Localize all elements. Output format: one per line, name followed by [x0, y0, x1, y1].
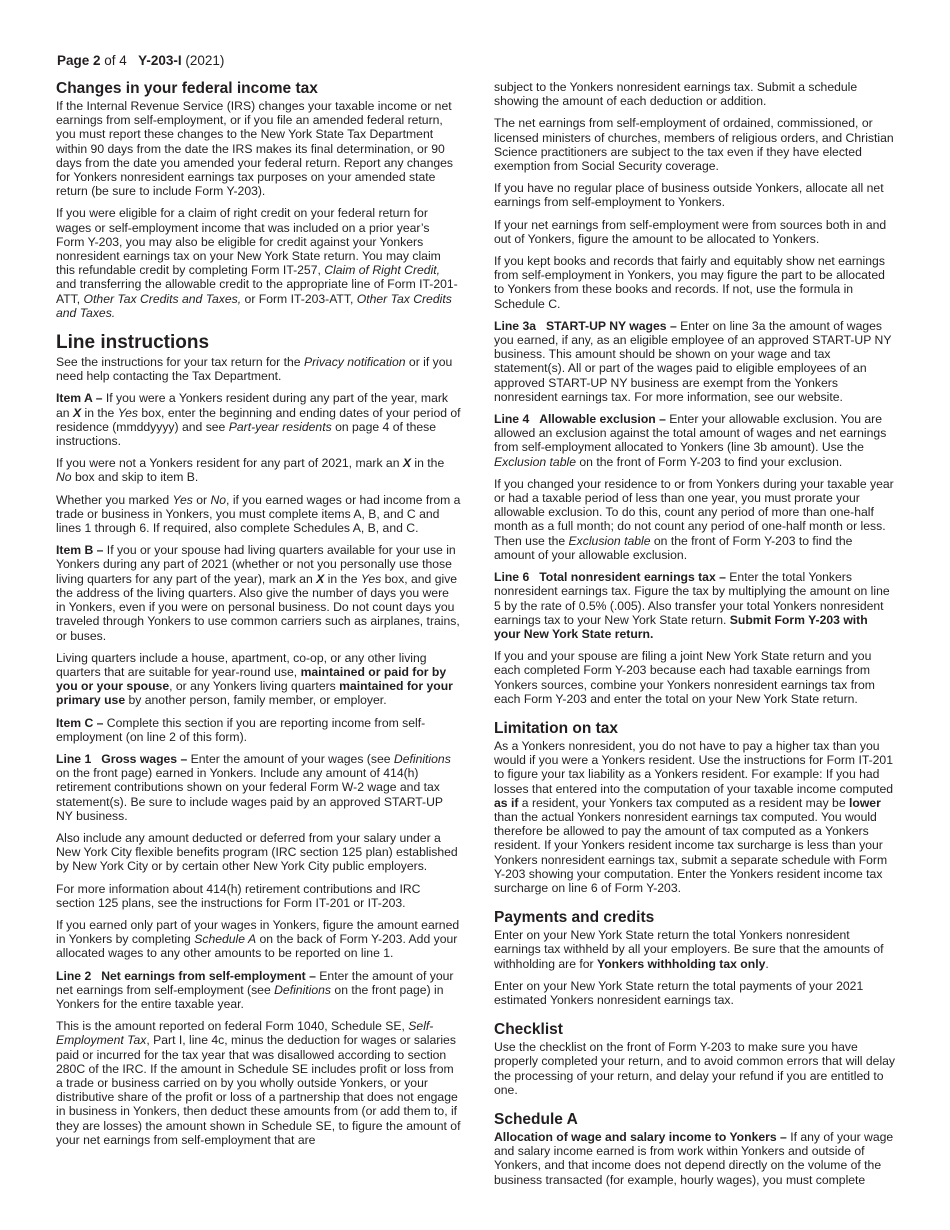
not-resident-paragraph: If you were not a Yonkers resident for any part of 2021, mark an X in the No box and skip to item B. — [56, 456, 445, 485]
checklist-heading: Checklist — [494, 1021, 563, 1039]
line-6-paragraph: Line 6 Total nonresident earnings tax – Enter the total Yonkers nonresident earnings tax. Figure the tax by multiplying the amount on line 5 by the rate of 0.5% (.005). Also transfer your total Yonkers nonresident earnings tax to your New York State return. Submit Form Y-203 with your New York State return. — [494, 570, 890, 641]
line-1-paragraph: Line 1 Gross wages – Enter the amount of your wages (see Definitions on the front page) earned in Yonkers. Include any amount of 414(h) retirement contributions shown on your federal Form W-2 wage and tax statement(s). Be sure to include wages paid by an approved START-UP NY business. — [56, 751, 451, 823]
whether-paragraph: Whether you marked Yes or No, if you earned wages or had income from a trade or business in Yonkers, you must complete items A, B, and C and lines 1 through 6. If required, also complete Schedules A, B, and C. — [56, 492, 461, 536]
prorate-paragraph: If you changed your residence to or from Yonkers during your taxable year or had a taxable period of less than one year, you must prorate your allowable exclusion. To do this, count any period of more than one-half month as a full month; do not count any period of one-half month or less. Then use the Exclusion table on the front of Form Y-203 to find the amount of your allowable exclusion. — [494, 476, 894, 562]
page-header — [57, 53, 224, 68]
more-info-paragraph: For more information about 414(h) retirement contributions and IRC section 125 plans, see the instructions for Form IT-201 or IT-203. — [56, 881, 421, 910]
schedule-a-paragraph: Allocation of wage and salary income to Yonkers – If any of your wage and salary income earned is from work within Yonkers and outside of Yonkers, and that income does not depend directly on the volume of the business transacted (for example, hourly wages), you must complete — [494, 1129, 894, 1187]
part-wages-paragraph: If you earned only part of your wages in Yonkers, figure the amount earned in Yonkers by completing Schedule A on the back of Form Y-203. Add your allocated wages to any other amounts to be reported on line 1. — [56, 917, 460, 961]
claim-of-right-paragraph: If you were eligible for a claim of right credit on your federal return for wages or self-employment income that was included on a prior year’s Form Y-203, you may also be eligible for credit against your Yonkers nonresident earnings tax on your New York State return. You may claim this refundable credit by completing Form IT-257, Claim of Right Credit, and transferring the allowable credit to the appropriate line of Form IT-201-ATT, Other Tax Credits and Taxes, or Form IT-203-ATT, Other Tax Credits and Taxes. — [56, 206, 458, 320]
schedule-se-paragraph: This is the amount reported on federal Form 1040, Schedule SE, Self-Employment Tax, Part I, line 4c, minus the deduction for wages or salaries paid or incurred for the tax year that was disallowed according to section 280C of the IRC. If the amount in Schedule SE includes profit or loss from a trade or business carried on by you wholly outside Yonkers, or your distributive share of the profit or loss of a partnership that does not engage in business in Yonkers, then deduct these amounts from (or add them to, if they are losses) the amount shown in Schedule SE, to figure the amount of your net earnings from self-employment that are — [56, 1019, 461, 1147]
payments-p1: Enter on your New York State return the total Yonkers nonresident earnings tax withheld by all your employers. Be sure that the amounts of withholding are for Yonkers withholding tax only. — [494, 928, 884, 971]
line-2-paragraph: Line 2 Net earnings from self-employment – Enter the amount of your net earnings from self-employment (see Definitions on the front page) in Yonkers for the entire taxable year. — [56, 968, 454, 1011]
line-4-paragraph: Line 4 Allowable exclusion – Enter your allowable exclusion. You are allowed an exclusion against the total amount of wages and net earnings from self-employment allocated to Yonkers (line 3b amount). Use the Exclusion table on the front of Form Y-203 to find your exclusion. — [494, 412, 887, 469]
checklist-paragraph: Use the checklist on the front of Form Y-203 to make sure you have properly completed your return, and to avoid common errors that will delay the processing of your return, and delay your refund if you are entitled to one. — [494, 1040, 896, 1097]
line-3a-paragraph: Line 3a START-UP NY wages – Enter on line 3a the amount of wages you earned, if any, as an eligible employee of an approved START-UP NY business. This amount should be shown on your wage and tax statement(s). All or part of the wages paid to eligible employees of an approved START-UP NY business are exempt from the Yonkers nonresident earnings tax. For more information, see our website. — [494, 318, 892, 404]
item-c-paragraph: Item C – Complete this section if you are reporting income from self-employment (on line 2 of this form). — [56, 715, 426, 744]
schedule-a-heading: Schedule A — [494, 1110, 578, 1128]
limitation-paragraph: As a Yonkers nonresident, you do not have to pay a higher tax than you would if you were a Yonkers resident. Use the instructions for Form IT-201 to figure your tax liability as a Yonkers resident. For example: If you had losses that entered into the computation of your taxable income computed as if a resident, your Yonkers tax computed as a resident may be lower than the actual Yonkers nonresident earnings tax computed. You would therefore be allowed to pay the amount of tax computed as a Yonkers resident. If your Yonkers resident income tax surcharge is less than your Yonkers nonresident earnings tax, submit a separate schedule with Form Y-203 showing your computation. Enter the Yonkers resident income tax surcharge on line 6 of Form Y-203. — [494, 738, 894, 895]
also-include-paragraph: Also include any amount deducted or deferred from your salary under a New York City flexible benefits program (IRC section 125 plan) established by New York City or by certain other New York City public employers. — [56, 830, 458, 874]
federal-changes-p1: If the Internal Revenue Service (IRS) changes your taxable income or net earnings from self-employment, or if you file an amended federal return, you must report these changes to the New York State Tax Department within 90 days from the date the IRS makes its final determination, or 90 days from the date you amended your federal return. Report any changes for Yonkers nonresident earnings tax purposes on your amended state return (be sure to include Form Y-203). — [56, 99, 454, 199]
continued-paragraph: subject to the Yonkers nonresident earnings tax. Submit a schedule showing the amount of each deduction or addition. — [494, 80, 858, 109]
item-b-paragraph: Item B – If you or your spouse had living quarters available for your use in Yonkers during any part of 2021 (whether or not you personally use those living quarters for any part of the year), mark an X in the Yes box, and give the address of the living quarters. Also give the number of days you were in Yonkers, even if you were on personal business. Do not count days you traveled through Yonkers to use common carriers such as airplanes, trains, or buses. — [56, 543, 460, 643]
payments-p2: Enter on your New York State return the total payments of your 2021 estimated Yonkers nonresident earnings tax. — [494, 978, 864, 1007]
no-place-paragraph: If you have no regular place of business outside Yonkers, allocate all net earnings from self-employment to Yonkers. — [494, 181, 884, 210]
federal-changes-heading: Changes in your federal income tax — [56, 80, 318, 97]
books-records-paragraph: If you kept books and records that fairly and equitably show net earnings from self-employment in Yonkers, you may figure the part to be allocated to Yonkers from these books and records. If not, use the formula in Schedule C. — [494, 254, 885, 311]
joint-return-paragraph: If you and your spouse are filing a joint New York State return and you each completed Form Y-203 because each had taxable earnings from Yonkers sources, combine your Yonkers nonresident earnings tax from each Form Y-203 and enter the total on your New York State return. — [494, 649, 875, 706]
both-sources-paragraph: If your net earnings from self-employment were from sources both in and out of Yonkers, figure the amount to be allocated to Yonkers. — [494, 217, 887, 246]
left-column — [56, 80, 461, 1155]
item-a-paragraph: Item A – If you were a Yonkers resident during any part of the year, mark an X in the Yes box, enter the beginning and ending dates of your period of residence (mmddyyyy) and see Part-year residents on page 4 of these instructions. — [56, 391, 461, 449]
page-number: Page 2 — [57, 53, 101, 68]
clergy-paragraph: The net earnings from self-employment of ordained, commissioned, or licensed ministers of churches, members of religious orders, and Christian Science practitioners are subject to the tax even if they have elected exemption from Social Security coverage. — [494, 116, 894, 174]
page-total: of 4 — [104, 53, 127, 68]
line-instructions-intro: See the instructions for your tax return for the Privacy notification or if you need help contacting the Tax Department. — [56, 355, 453, 384]
line-instructions-heading: Line instructions — [56, 332, 210, 354]
limitation-heading: Limitation on tax — [494, 719, 618, 737]
form-id: Y-203-I — [138, 53, 182, 68]
form-year: (2021) — [185, 53, 225, 68]
right-column — [494, 80, 896, 1195]
living-quarters-paragraph: Living quarters include a house, apartment, co-op, or any other living quarters that are suitable for year-round use, maintained or paid for by you or your spouse, or any Yonkers living quarters maintained for your primary use by another person, family member, or employer. — [56, 650, 453, 708]
payments-heading: Payments and credits — [494, 909, 655, 927]
